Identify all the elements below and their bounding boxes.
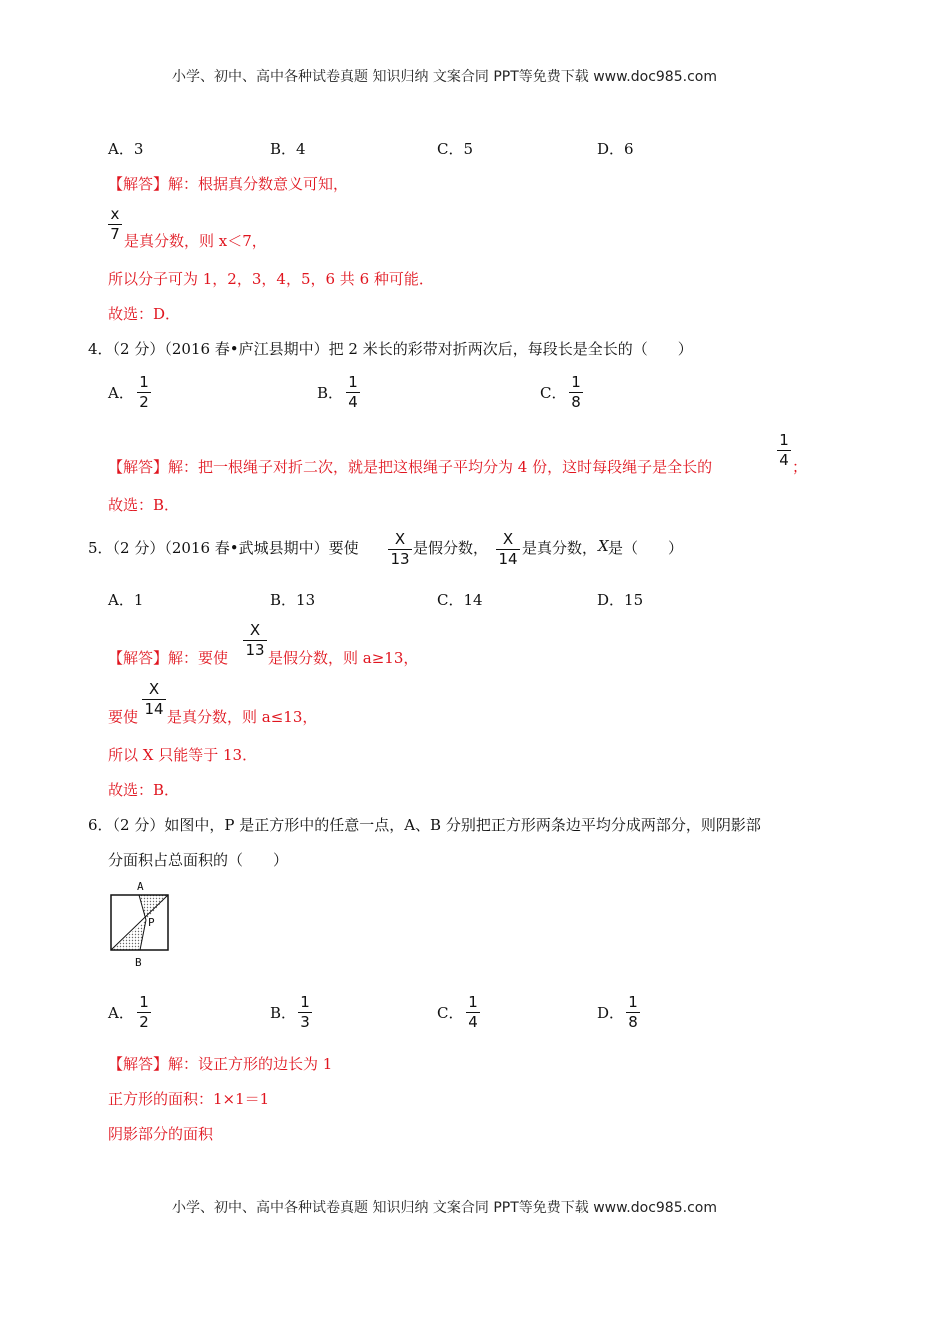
q4-answer-line1: 【解答】解：把一根绳子对折二次，就是把这根绳子平均分为 4 份，这时每段绳子是全长的 — [108, 458, 713, 476]
q4-answer-line2: 故选：B． — [108, 496, 180, 514]
denominator: 8 — [571, 393, 581, 411]
q5-option-a: A．1 — [108, 591, 144, 609]
q6-answer-line1: 【解答】解：设正方形的边长为 1 — [108, 1055, 333, 1073]
denominator: 8 — [628, 1013, 638, 1031]
numerator: 1 — [779, 431, 789, 449]
q6-stem-line1: 6．（2 分）如图中，P 是正方形中的任意一点，A、B 分别把正方形两条边平均分成两部分，则阴影部 — [88, 816, 761, 834]
q6-option-a-fraction — [137, 994, 151, 1031]
denominator: 13 — [390, 550, 410, 568]
denominator: 14 — [498, 550, 518, 568]
numerator: 1 — [468, 993, 478, 1011]
q6-option-b-fraction — [298, 994, 312, 1031]
q5-stem-part4: 是（ ） — [608, 539, 684, 557]
q4-option-b-fraction — [346, 374, 360, 411]
q5-stem-part2: 是假分数， — [413, 539, 489, 557]
denominator: 4 — [348, 393, 358, 411]
numerator: x — [110, 205, 120, 223]
label-b: B — [135, 956, 142, 969]
q6-answer-line3: 阴影部分的面积 — [108, 1125, 214, 1143]
q4-answer-tail: ； — [792, 458, 808, 476]
q6-option-d-label: D． — [597, 1004, 625, 1022]
q6-option-d-fraction — [626, 994, 640, 1031]
q5-answer-line2-part1: 要使 — [108, 708, 139, 726]
q5-answer-line2-part2: 是真分数，则 a≤13， — [167, 708, 318, 726]
q3-answer-line2: 是真分数，则 x＜7， — [124, 232, 267, 250]
numerator: X — [394, 530, 406, 548]
q3-answer-line1: 【解答】解：根据真分数意义可知， — [108, 175, 349, 193]
numerator: 1 — [348, 373, 358, 391]
q5-answer-line3: 所以 X 只能等于 13． — [108, 746, 258, 764]
q4-answer-fraction — [777, 432, 791, 469]
q6-answer-line2: 正方形的面积：1×1＝1 — [108, 1090, 270, 1108]
q6-option-c-fraction — [466, 994, 480, 1031]
q4-option-b-label: B． — [317, 384, 344, 402]
q3-answer-line4: 故选：D． — [108, 305, 181, 323]
q3-option-a: A．3 — [108, 140, 144, 158]
denominator: 3 — [300, 1013, 310, 1031]
q5-answer-line4: 故选：B． — [108, 781, 180, 799]
denominator: 13 — [245, 641, 265, 659]
denominator: 4 — [468, 1013, 478, 1031]
q6-stem-line2: 分面积占总面积的（ ） — [108, 851, 289, 869]
q5-stem-fraction1 — [388, 531, 412, 568]
denominator: 7 — [110, 225, 120, 243]
q5-stem-part3: 是真分数， — [522, 539, 598, 557]
q5-stem-variable: X — [598, 537, 609, 555]
q5-option-b: B．13 — [270, 591, 316, 609]
q6-option-a-label: A． — [108, 1004, 134, 1022]
denominator: 2 — [139, 393, 149, 411]
numerator: 1 — [139, 993, 149, 1011]
page-header: 小学、初中、高中各种试卷真题 知识归纳 文案合同 PPT等免费下载 www.doc985.com — [172, 69, 717, 85]
q5-stem-fraction2 — [496, 531, 520, 568]
q5-answer-fraction2 — [142, 681, 166, 718]
denominator: 14 — [144, 700, 164, 718]
q4-option-a-label: A． — [108, 384, 134, 402]
q4-option-a-fraction — [137, 374, 151, 411]
numerator: 1 — [300, 993, 310, 1011]
q5-answer-line1-part1: 【解答】解：要使 — [108, 649, 229, 667]
q6-option-c-label: C． — [437, 1004, 464, 1022]
q4-option-c-label: C． — [540, 384, 567, 402]
q4-stem: 4．（2 分）（2016 春•庐江县期中）把 2 米长的彩带对折两次后，每段长是全长的（ ） — [88, 340, 693, 358]
numerator: X — [502, 530, 514, 548]
q5-stem-part1: 5．（2 分）（2016 春•武城县期中）要使 — [88, 539, 359, 557]
denominator: 2 — [139, 1013, 149, 1031]
q5-answer-fraction1 — [243, 622, 267, 659]
numerator: X — [148, 680, 160, 698]
label-a: A — [137, 880, 144, 893]
numerator: 1 — [139, 373, 149, 391]
label-p: P — [148, 916, 155, 929]
q3-answer-line3: 所以分子可为 1，2，3，4，5，6 共 6 种可能． — [108, 270, 434, 288]
numerator: X — [249, 621, 261, 639]
square-figure — [104, 876, 176, 972]
q5-answer-line1-part2: 是假分数，则 a≥13， — [268, 649, 419, 667]
q4-option-c-fraction — [569, 374, 583, 411]
q3-option-b: B．4 — [270, 140, 306, 158]
q3-option-d: D．6 — [597, 140, 634, 158]
numerator: 1 — [628, 993, 638, 1011]
q6-option-b-label: B． — [270, 1004, 297, 1022]
q3-answer-fraction — [108, 206, 122, 243]
page-footer: 小学、初中、高中各种试卷真题 知识归纳 文案合同 PPT等免费下载 www.doc985.com — [172, 1200, 717, 1216]
denominator: 4 — [779, 451, 789, 469]
numerator: 1 — [571, 373, 581, 391]
q3-option-c: C．5 — [437, 140, 474, 158]
q5-option-d: D．15 — [597, 591, 644, 609]
q5-option-c: C．14 — [437, 591, 483, 609]
